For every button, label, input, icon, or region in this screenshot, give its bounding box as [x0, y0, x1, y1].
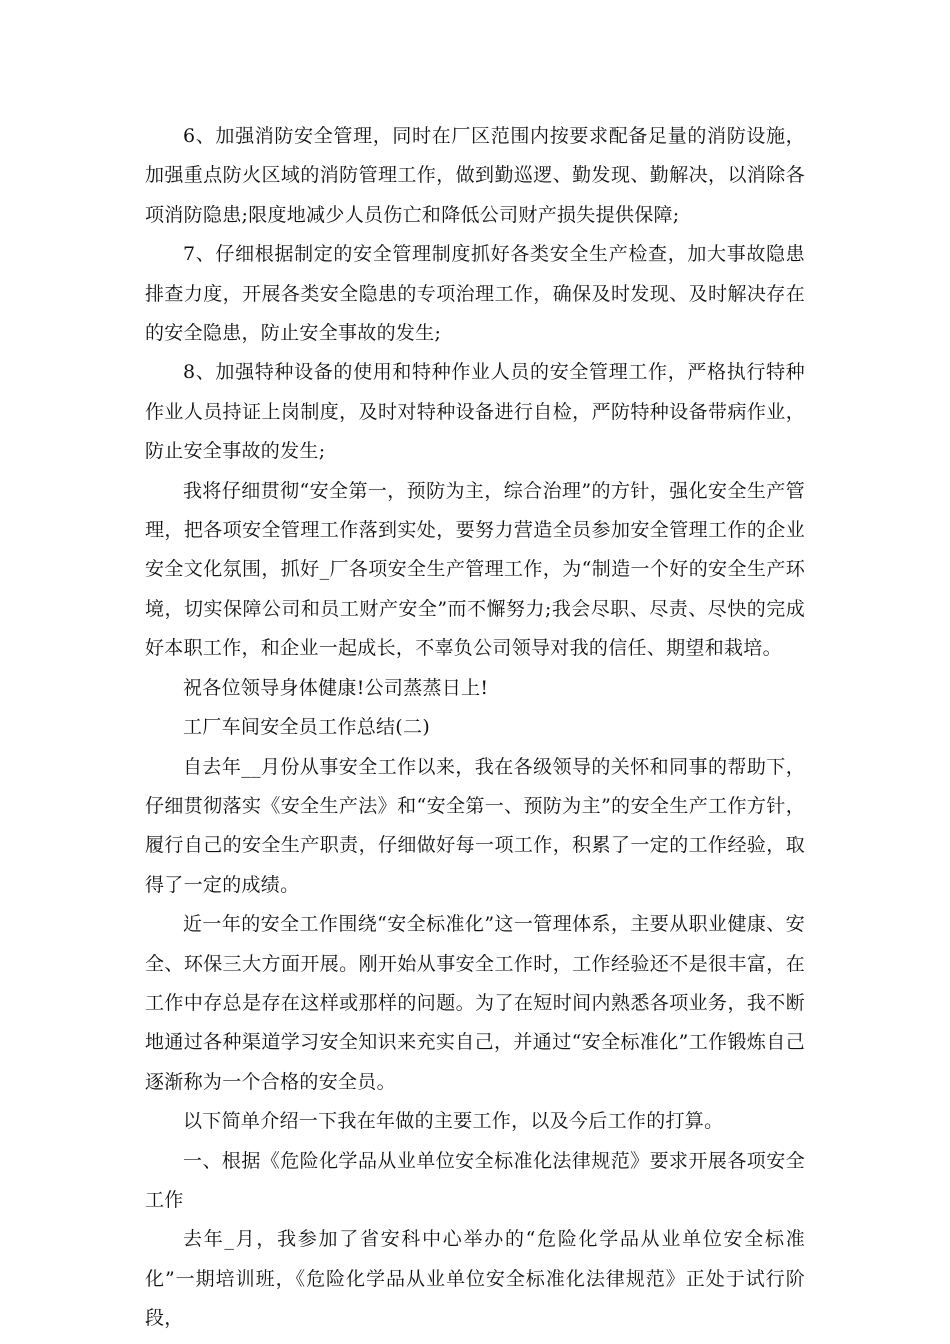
paragraph-closing-wish: 祝各位领导身体健康!公司蒸蒸日上! — [183, 676, 489, 699]
paragraph-standardization: 近一年的安全工作围绕“安全标准化”这一管理体系，主要从职业健康、安全、环保三大方面开展。刚开始从事安全工作时，工作经验还不是很丰富，在工作中存总是存在这样或那样的问题。为了在短时间内熟悉各项业务，我不断地通过各种渠道学习安全知识来充实自己，并通过“安全标准化”工作锻炼自己逐渐称为一个合格的安全员。 — [145, 913, 805, 1093]
paragraph-commitment: 我将仔细贯彻“安全第一，预防为主，综合治理”的方针，强化安全生产管理，把各项安全管理工作落到实处，要努力营造全员参加安全管理工作的企业安全文化氛围，抓好_厂各项安全生产管理工作，为“制造一个好的安全生产环境，切实保障公司和员工财产安全”而不懈努力;我会尽职、尽责、尽快的完成好本职工作，和企业一起成长，不辜负公司领导对我的信任、期望和栽培。 — [145, 479, 805, 660]
paragraph-overview: 以下简单介绍一下我在年做的主要工作，以及今后工作的打算。 — [183, 1110, 724, 1133]
paragraph-training: 去年_月，我参加了省安科中心举办的“危险化学品从业单位安全标准化”一期培训班，《危险化学品从业单位安全标准化法律规范》正处于试行阶段， — [145, 1228, 805, 1330]
paragraph-item-8: 8、加强特种设备的使用和特种作业人员的安全管理工作，严格执行特种作业人员持证上岗制度，及时对特种设备进行自检，严防特种设备带病作业，防止安全事故的发生; — [145, 361, 805, 463]
paragraph-item-6: 6、加强消防安全管理，同时在厂区范围内按要求配备足量的消防设施，加强重点防火区域的消防管理工作，做到勤巡逻、勤发现、勤解决，以消除各项消防隐患;限度地减少人员伤亡和降低公司财产损失提供保障; — [145, 125, 805, 226]
section-heading-one: 一、根据《危险化学品从业单位安全标准化法律规范》要求开展各项安全工作 — [145, 1149, 805, 1211]
paragraph-intro: 自去年__月份从事安全工作以来，我在各级领导的关怀和同事的帮助下，仔细贯彻落实《安全生产法》和“安全第一、预防为主”的安全生产工作方针，履行自己的安全生产职责，仔细做好每一项工作，积累了一定的工作经验，取得了一定的成绩。 — [145, 755, 805, 896]
section-title-part-two: 工厂车间安全员工作总结(二) — [183, 716, 431, 739]
document-body — [145, 117, 805, 1339]
paragraph-item-7: 7、仔细根据制定的安全管理制度抓好各类安全生产检查，加大事故隐患排查力度，开展各类安全隐患的专项治理工作，确保及时发现、及时解决存在的安全隐患，防止安全事故的发生; — [145, 243, 805, 345]
